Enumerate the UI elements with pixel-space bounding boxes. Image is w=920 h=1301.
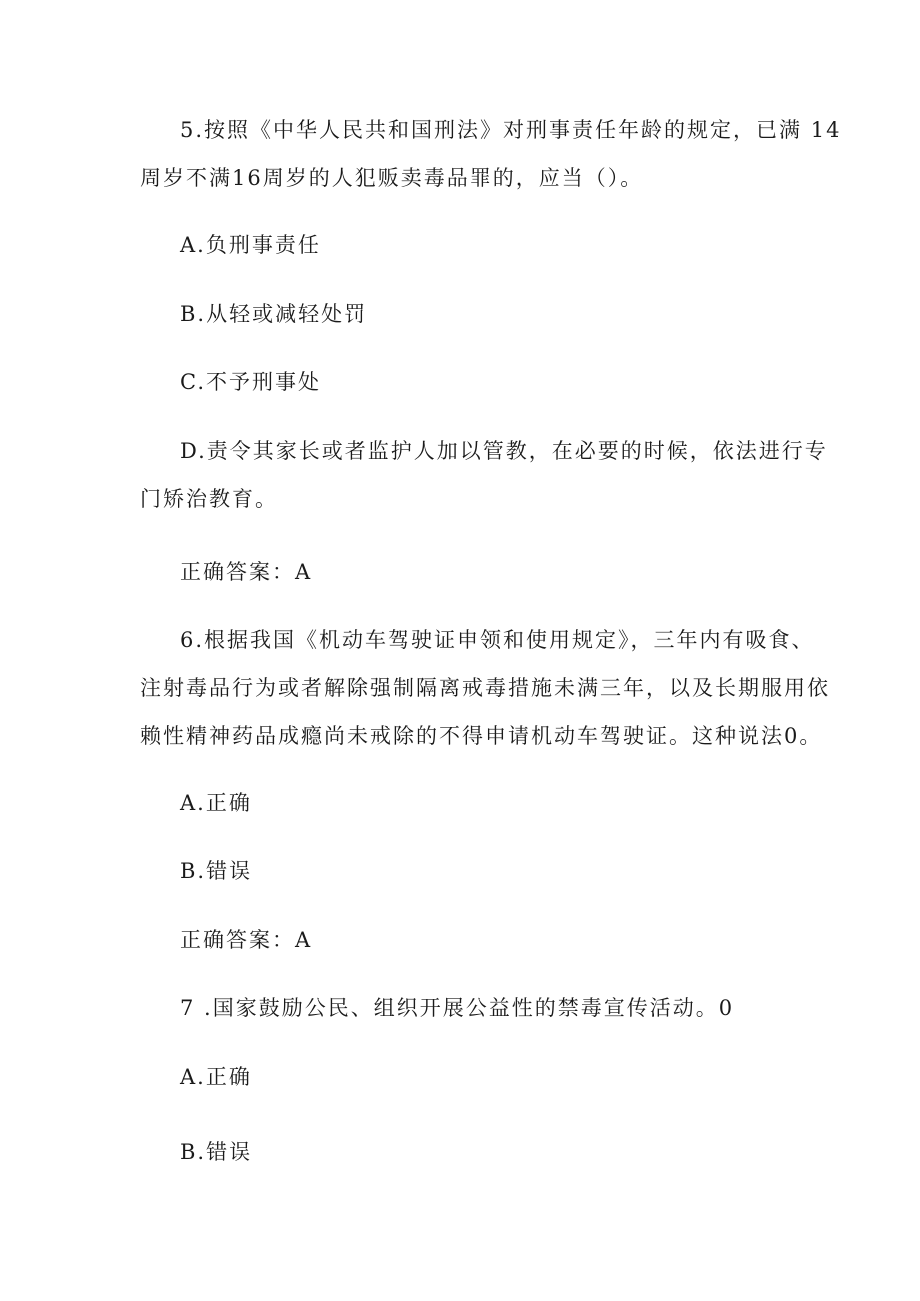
question-5-option-a: A.负刑事责任 [180, 233, 321, 257]
question-7-stem-line-1: 7 .国家鼓励公民、组织开展公益性的禁毒宣传活动。0 [180, 996, 735, 1020]
question-7-option-b: B.错误 [180, 1140, 253, 1164]
question-6-stem-line-2: 注射毒品行为或者解除强制隔离戒毒措施未满三年，以及长期服用依 [140, 676, 830, 700]
question-5-option-b: B.从轻或减轻处罚 [180, 302, 368, 326]
question-5-option-d-line-1: D.责令其家长或者监护人加以管教，在必要的时候，依法进行专 [180, 439, 828, 463]
question-6-option-b: B.错误 [180, 859, 253, 883]
question-6-option-a: A.正确 [180, 791, 252, 815]
question-5-option-d-line-2: 门矫治教育。 [140, 487, 278, 511]
question-6-answer: 正确答案：A [180, 928, 313, 952]
question-5-answer: 正确答案：A [180, 560, 313, 584]
question-6-stem-line-3: 赖性精神药品成瘾尚未戒除的不得申请机动车驾驶证。这种说法0。 [140, 724, 823, 748]
question-6-stem-line-1: 6.根据我国《机动车驾驶证申领和使用规定》，三年内有吸食、 [180, 628, 815, 652]
question-5-stem-line-1: 5.按照《中华人民共和国刑法》对刑事责任年龄的规定，已满 14 [180, 118, 842, 142]
question-5-option-c: C.不予刑事处 [180, 370, 321, 394]
question-5-stem-line-2: 周岁不满16周岁的人犯贩卖毒品罪的，应当（）。 [140, 166, 644, 190]
question-7-option-a: A.正确 [180, 1065, 252, 1089]
